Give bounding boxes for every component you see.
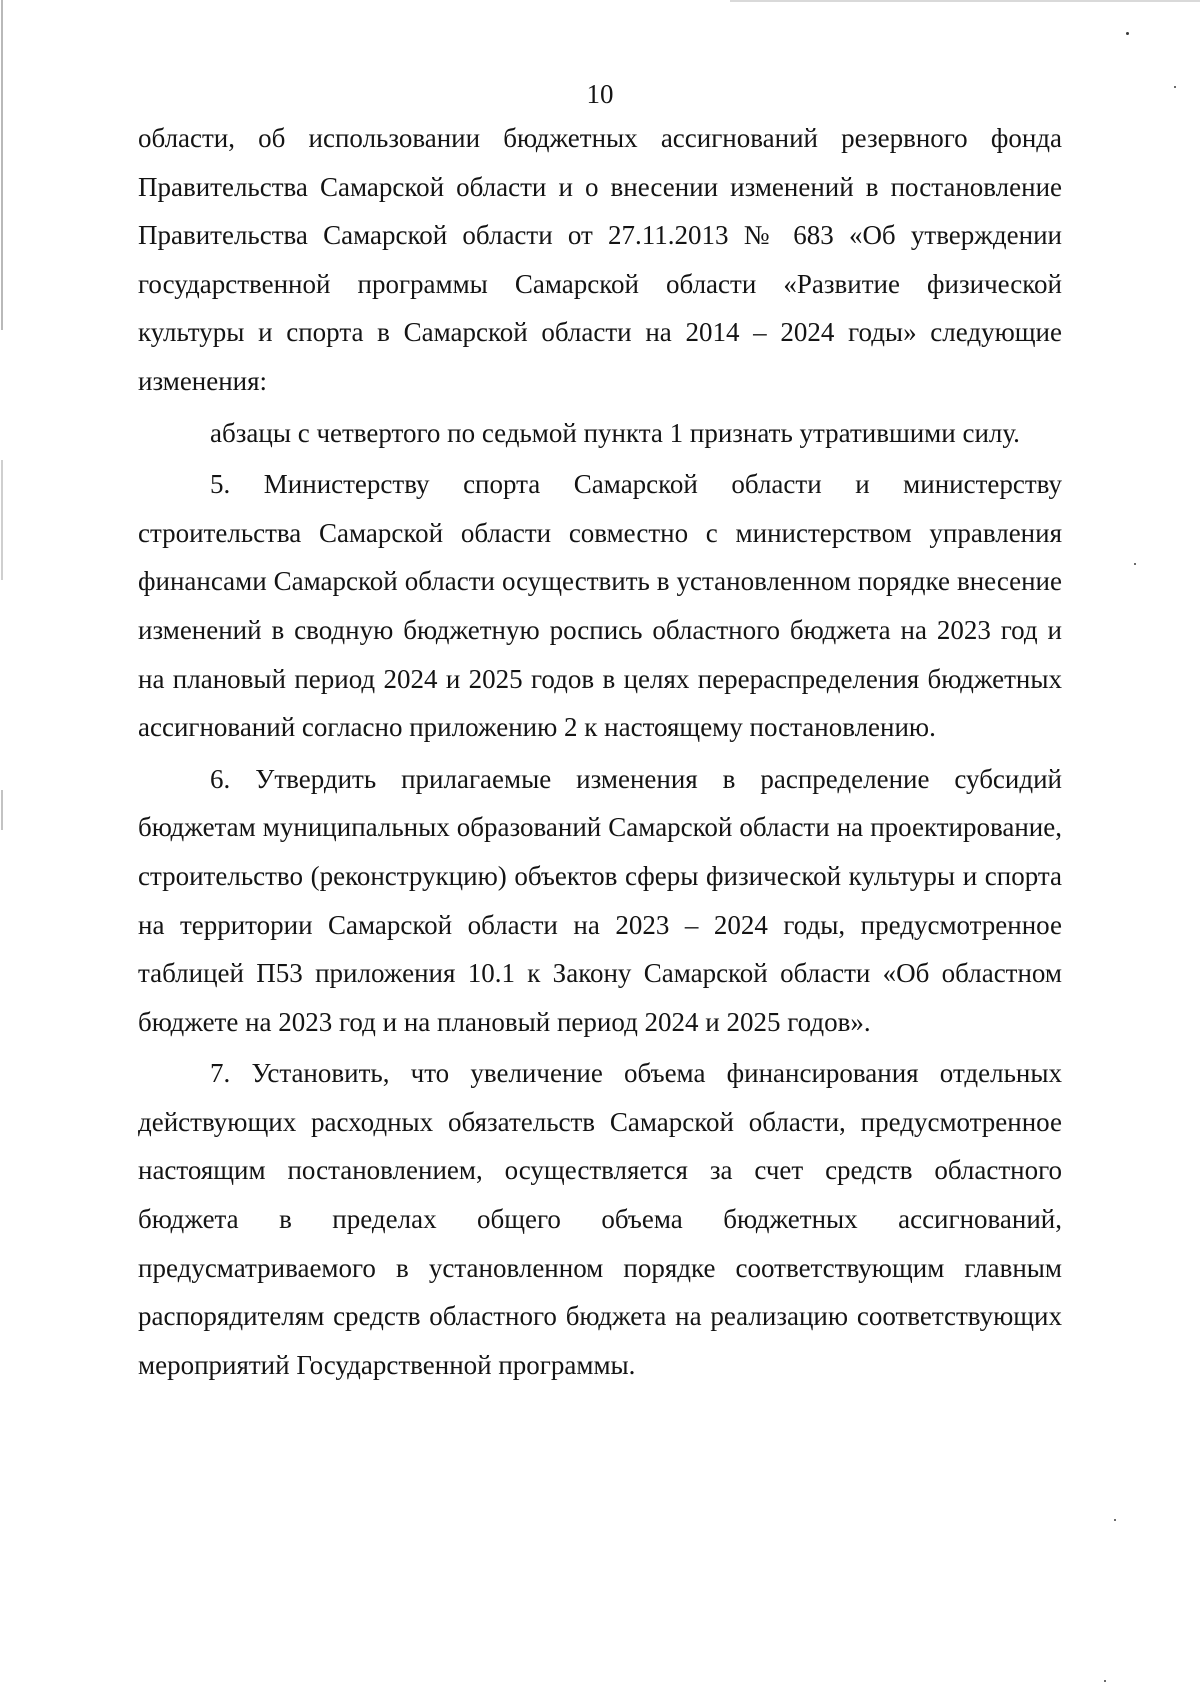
scan-edge-left — [1, 0, 3, 330]
paragraph-item-6: 6. Утвердить прилагаемые изменения в распределение субсидий бюджетам муниципальных образований Самарской области на проектирование, строительство (реконструкцию) объектов сферы физической культуры и спорта на территории Самарской области на 2023 – 2024 годы, предусмотренное таблицей П53 приложения 10.1 к Закону Самарской области «Об областном бюджете на 2023 год и на плановый период 2024 и 2025 годов». — [138, 763, 1062, 1037]
scan-edge-top — [730, 0, 1200, 2]
scan-edge-left — [1, 460, 3, 580]
scan-edge-left — [1, 790, 3, 830]
paragraph-item-5: 5. Министерству спорта Самарской области и министерству строительства Самарской области совместно с министерством управления финансами Самарской области осуществить в установленном порядке внесение изменений в сводную бюджетную роспись областного бюджета на 2023 год и на плановый период 2024 и 2025 годов в целях перераспределения бюджетных ассигнований согласно приложению 2 к настоящему постановлению. — [138, 469, 1062, 743]
scan-speck — [1114, 1519, 1116, 1521]
page-number: 10 — [586, 79, 614, 109]
scan-speck — [1104, 1680, 1106, 1682]
scan-speck — [1126, 32, 1129, 35]
scan-speck — [1134, 563, 1136, 565]
paragraph-amendment-intro: области, об использовании бюджетных ассигнований резервного фонда Правительства Самарской области и о внесении изменений в постановление Правительства Самарской области от 27.11.2013 № 683 «Об утверждении государственной программы Самарской области «Развитие физической культуры и спорта в Самарской области на 2014 – 2024 годы» следующие изменения: — [138, 123, 1062, 396]
paragraph-item-7: 7. Установить, что увеличение объема финансирования отдельных действующих расходных обязательств Самарской области, предусмотренное настоящим постановлением, осуществляется за счет средств областного бюджета в пределах общего объема бюджетных ассигнований, предусматриваемого в установленном порядке соответствующим главным распорядителям средств областного бюджета на реализацию соответствующих мероприятий Государственной программы. — [138, 1058, 1062, 1380]
paragraph-clause-repeal: абзацы с четвертого по седьмой пункта 1 признать утратившими силу. — [210, 417, 1020, 448]
document-body — [138, 114, 1062, 1389]
